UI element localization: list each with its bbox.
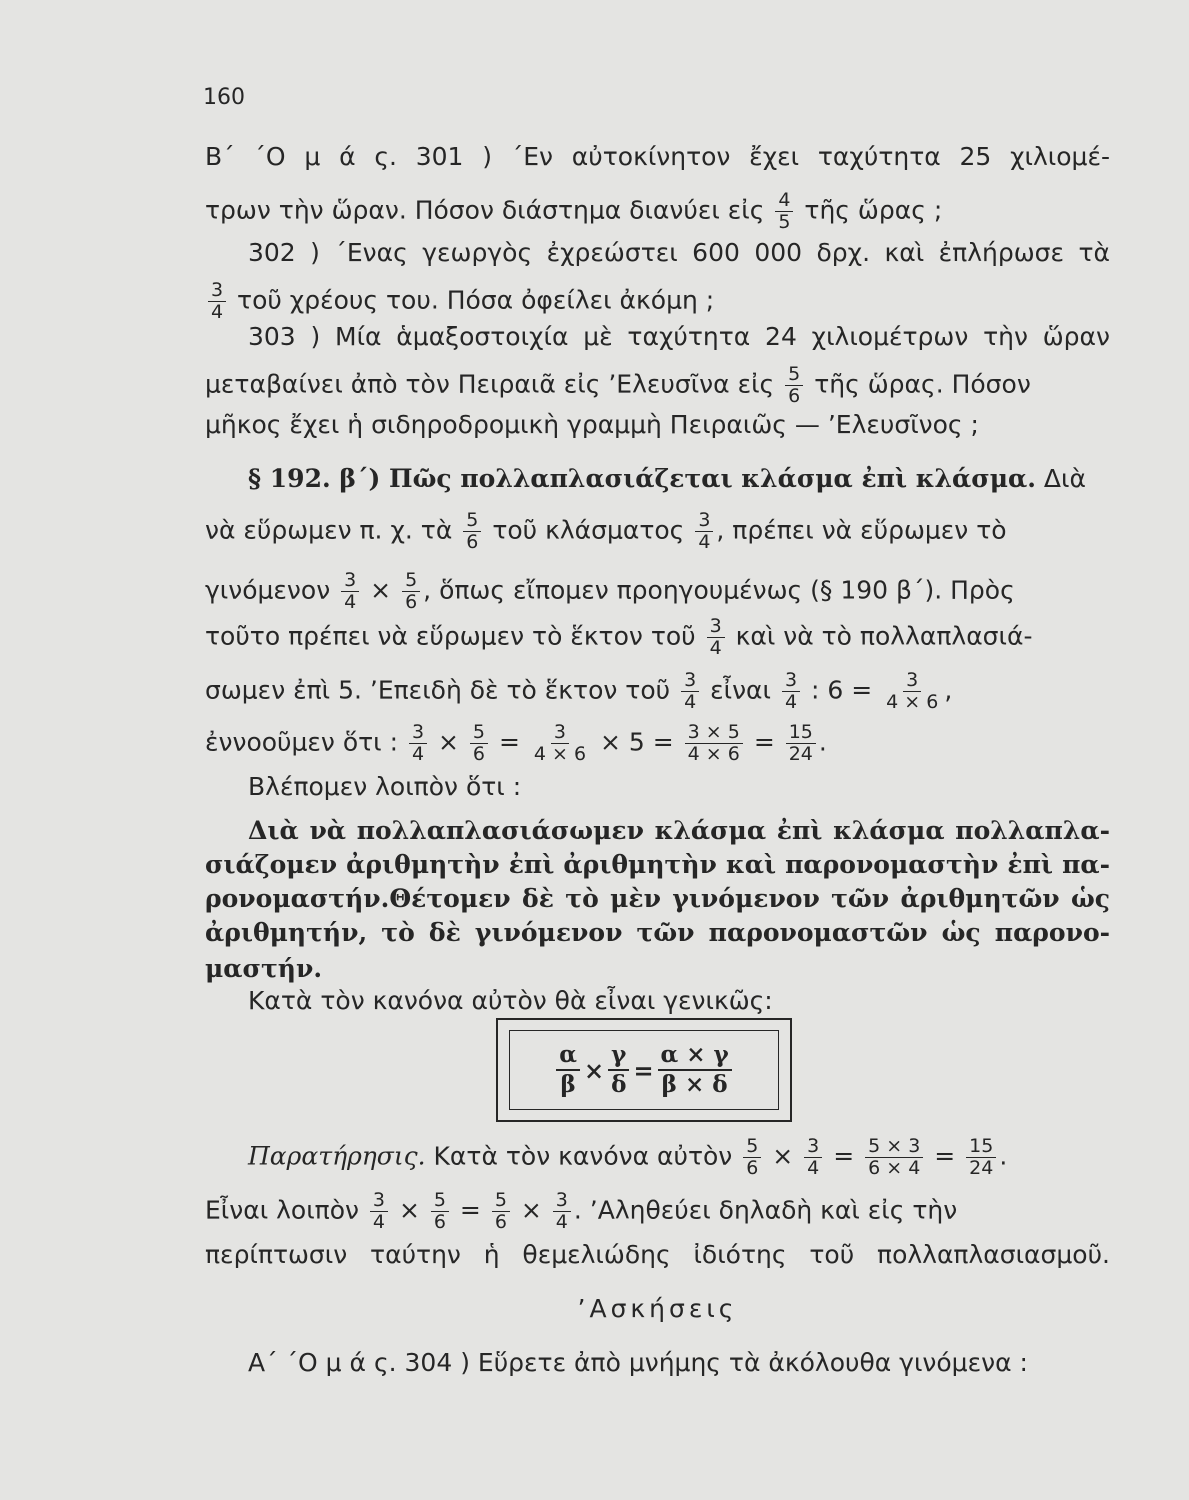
fraction-3-4: $\frac{3}{4}$ [208,280,226,323]
section-line-2: νὰ εὕρωμεν π. χ. τὰ $\frac{5}{6}$ τοῦ κλάσματος $\frac{3}{4}$ , πρέπει νὰ εὕρωμεν τὸ [205,509,1007,553]
rule-line-4: ἀριθμητήν, τὸ δὲ γινόμενον τῶν παρονομαστῶν ὡς παρονο- [205,918,1110,947]
exercise-303-line-3: μῆκος ἔχει ἡ σιδηροδρομικὴ γραμμὴ Πειραιῶς — ’Ελευσῖνος ; [205,410,979,439]
section-heading: § 192. β΄) Πῶς πολλαπλασιάζεται κλάσμα ἐπὶ κλάσμα. Διὰ [248,464,1086,493]
remark-line-2: Εἶναι λοιπὸν $\frac{3}{4}$ × $\frac{5}{6}$ = $\frac{5}{6}$ × $\frac{3}{4}$ . ’Αληθεύει δηλαδὴ καὶ εἰς τὴν [205,1189,958,1233]
remark-label: Παρατήρησις. [248,1141,426,1171]
general-formula-box [496,1018,792,1122]
group-a-label: Α΄ ΄Ο μ ά ς. [248,1348,397,1377]
group-b-label: Β΄ ΄Ο μ ά ς. [205,142,397,171]
section-title: § 192. β΄) Πῶς πολλαπλασιάζεται κλάσμα ἐπὶ κλάσμα. [248,464,1036,493]
exercise-301-line-2: τρων τὴν ὥραν. Πόσον διάστημα διανύει εἰς $\frac{4}{5}$ τῆς ὥρας ; [205,189,943,233]
fraction-5-6: $\frac{5}{6}$ [785,364,803,407]
general-formula: $\frac{\alpha}{\beta}$ × $\frac{\gamma}{\delta}$ = $\frac{\alpha \times \gamma}{\beta \times \delta}$ [509,1030,779,1110]
exercise-302-line-1: 302 ) ΄Ενας γεωργὸς ἐχρεώστει 600 000 δρχ. καὶ ἐπλήρωσε τὰ [248,238,1110,267]
section-line-7: Βλέπομεν λοιπὸν ὅτι : [248,772,522,801]
section-line-4: τοῦτο πρέπει νὰ εὕρωμεν τὸ ἕκτον τοῦ $\frac{3}{4}$ καὶ νὰ τὸ πολλαπλασιά- [205,615,1033,659]
rule-line-1: Διὰ νὰ πολλαπλασιάσωμεν κλάσμα ἐπὶ κλάσμα πολλαπλα- [248,816,1110,845]
exercise-302-line-2: $\frac{3}{4}$ τοῦ χρέους του. Πόσα ὀφείλει ἀκόμη ; [205,280,1110,323]
exercise-303-line-2: μεταβαίνει ἀπὸ τὸν Πειραιᾶ εἰς ’Ελευσῖνα εἰς $\frac{5}{6}$ τῆς ὥρας. Πόσον [205,363,1031,407]
page-number: 160 [203,85,245,110]
section-line-6: ἐννοοῦμεν ὅτι : $\frac{3}{4}$ × $\frac{5}{6}$ = $\frac{3}{4 \times 6}$ × 5 = $\frac{3 \times 5}{4 \times 6}$ = $\frac{15}{24}$ . [205,721,827,765]
exercise-303-line-1: 303 ) Μία ἁμαξοστοιχία μὲ ταχύτητα 24 χιλιομέτρων τὴν ὥραν [248,322,1110,351]
exercises-title: ’Ασκήσεις [577,1294,738,1323]
section-line-3: γινόμενον $\frac{3}{4}$ × $\frac{5}{6}$ , ὅπως εἴπομεν προηγουμένως (§ 190 β΄). Πρὸς [205,569,1015,613]
rule-line-2: σιάζομεν ἀριθμητὴν ἐπὶ ἀριθμητὴν καὶ παρονομαστὴν ἐπὶ πα- [205,850,1110,879]
exercise-304: Α΄ ΄Ο μ ά ς. 304 ) Εὕρετε ἀπὸ μνήμης τὰ ἀκόλουθα γινόμενα : [248,1348,1028,1377]
exercise-301-line-1: Β΄ ΄Ο μ ά ς. 301 ) ΄Εν αὐτοκίνητον ἔχει ταχύτητα 25 χιλιομέ- [205,142,1110,171]
fraction-4-5: $\frac{4}{5}$ [775,190,793,233]
rule-intro: Κατὰ τὸν κανόνα αὐτὸν θὰ εἶναι γενικῶς: [248,986,773,1015]
remark-line-1: Παρατήρησις. Κατὰ τὸν κανόνα αὐτὸν $\frac{5}{6}$ × $\frac{3}{4}$ = $\frac{5 \times 3}{6 \times 4}$ = $\frac{15}{24}$ . [248,1135,1008,1179]
rule-line-3: ρονομαστήν.Θέτομεν δὲ τὸ μὲν γινόμενον τῶν ἀριθμητῶν ὡς [205,884,1110,913]
rule-line-5: μαστήν. [205,954,323,983]
remark-line-3: περίπτωσιν ταύτην ἡ θεμελιώδης ἰδιότης τοῦ πολλαπλασιασμοῦ. [205,1240,1110,1269]
section-line-5: σωμεν ἐπὶ 5. ’Επειδὴ δὲ τὸ ἕκτον τοῦ $\frac{3}{4}$ εἶναι $\frac{3}{4}$ : 6 = $\frac{3}{4 \times 6}$ , [205,669,953,713]
